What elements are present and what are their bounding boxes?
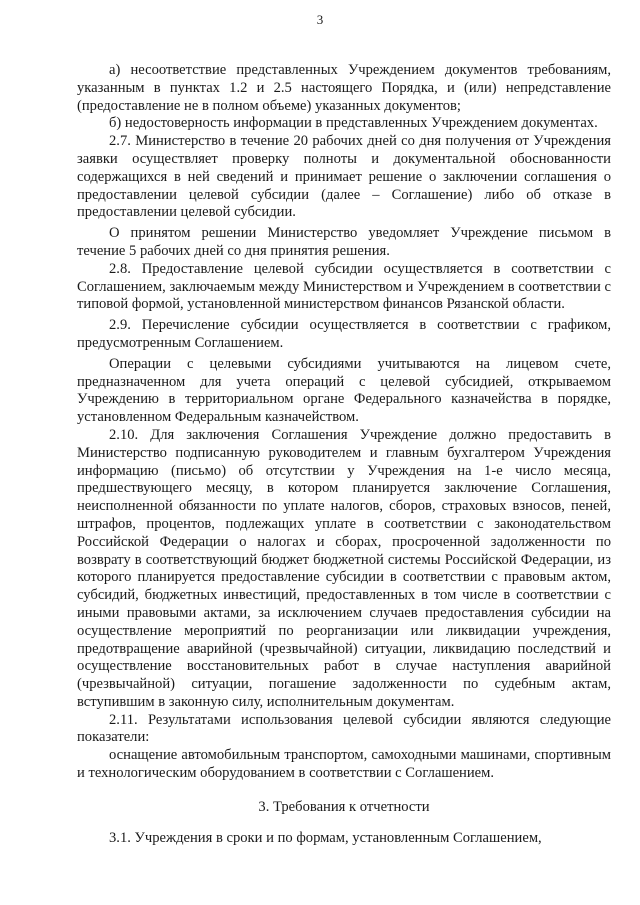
paragraph-item-b: б) недостоверность информации в представленных Учреждением документах. — [109, 115, 598, 132]
paragraph-indicators: оснащение автомобильным транспортом, самоходными машинами, спортивным и технологическим оборудованием в соответствии с Соглашением. — [77, 747, 611, 782]
paragraph-3-1: 3.1. Учреждения в сроки и по формам, установленным Соглашением, — [109, 829, 542, 846]
paragraph-notification: О принятом решении Министерство уведомляет Учреждение письмом в течение 5 рабочих дней со дня принятия решения. — [77, 225, 611, 259]
paragraph-2-10: 2.10. Для заключения Соглашения Учреждение должно предоставить в Министерство подписанную руководителем и главным бухгалтером Учреждения информацию (письмо) об отсутствии у Учреждения на 1-е число месяца, предшествующего месяцу, в котором планируется заключение Соглашения, неисполненной обязанности по уплате налогов, сборов, страховых взносов, пеней, штрафов, процентов, подлежащих уплате в соответствии с законодательством Российской Федерации о налогах и сборах, просроченной задолженности по возврату в соответствующий бюджет бюджетной системы Российской Федерации, из которого планируется предоставление субсидии в соответствии с правовым актом, субсидий, бюджетных инвестиций, предоставленных в том числе в соответствии с иными правовыми актами, за исключением случаев предоставления субсидии на осуществление мероприятий по реорганизации или ликвидации учреждения, предотвращение аварийной (чрезвычайной) ситуации, ликвидацию последствий и осуществление восстановительных работ в случае наступления аварийной (чрезвычайной) ситуации, погашение задолженности по судебным актам, вступившим в законную силу, исполнительным документам. — [77, 426, 611, 710]
paragraph-2-7: 2.7. Министерство в течение 20 рабочих дней со дня получения от Учреждения заявки осуществляет проверку полноты и документальной обоснованности содержащихся в ней сведений и принимает решение о заключении соглашения о предоставлении целевой субсидии (далее – Соглашение) либо об отказе в предоставлении целевой субсидии. — [77, 133, 611, 221]
paragraph-2-8: 2.8. Предоставление целевой субсидии осуществляется в соответствии с Соглашением, заключаемым между Министерством и Учреждением в соответствии с типовой формой, установленной министерством финансов Рязанской области. — [77, 260, 611, 313]
paragraph-2-11: 2.11. Результатами использования целевой субсидии являются следующие показатели: — [77, 711, 611, 746]
paragraph-operations: Операции с целевыми субсидиями учитываются на лицевом счете, предназначенном для учета операций с целевой субсидией, открываемом Учреждению в территориальном органе Федерального казначейства в порядке, установленном Федеральным казначейством. — [77, 355, 611, 426]
paragraph-2-9: 2.9. Перечисление субсидии осуществляется в соответствии с графиком, предусмотренным Соглашением. — [77, 317, 611, 351]
page-number: 3 — [316, 12, 324, 27]
section-heading: 3. Требования к отчетности — [258, 798, 430, 815]
document-body — [77, 62, 611, 847]
paragraph-item-a: а) несоответствие представленных Учреждением документов требованиям, указанным в пунктах 1.2 и 2.5 настоящего Порядка, и (или) непредставление (предоставление не в полном объеме) указанных документов; — [77, 62, 611, 114]
